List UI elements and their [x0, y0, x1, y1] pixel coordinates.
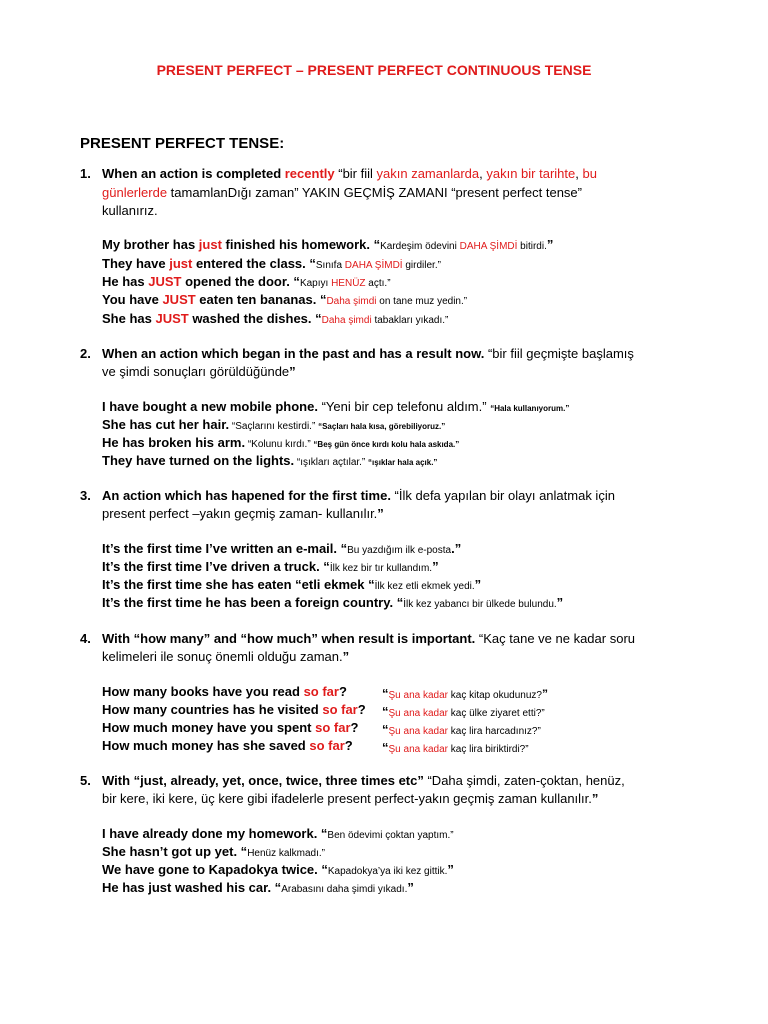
text-run: “: [382, 686, 389, 701]
text-run: JUST: [148, 274, 182, 289]
example-2-3: [102, 435, 459, 450]
page-title: [0, 62, 768, 78]
text-run: İlk kez yabancı bir ülkede bulundu.: [403, 599, 557, 610]
text-run: kaç lira biriktirdi?”: [448, 744, 529, 755]
text-run: ”: [377, 506, 384, 521]
text-run: ”: [546, 237, 554, 252]
text-run: kaç lira harcadınız?”: [448, 726, 541, 737]
text-run: ”: [447, 862, 454, 877]
text-run: ”: [556, 595, 564, 610]
text-run: ?: [350, 720, 359, 735]
example-2-1: [102, 399, 569, 414]
text-run: When an action which began in the past and has a result now.: [102, 346, 485, 361]
text-run: ”: [432, 559, 439, 574]
text-run: How many books have you read: [102, 684, 304, 699]
rule-1-line-2: [102, 185, 582, 200]
text-run: so far: [309, 738, 345, 753]
example-5-1: [102, 826, 454, 841]
text-run: You have: [102, 292, 163, 307]
rule-2-line-1: [102, 346, 634, 361]
text-run: I have already done my homework. “: [102, 826, 328, 841]
text-run: ”: [407, 880, 414, 895]
text-run: My brother has: [102, 237, 199, 252]
text-run: It’s the first time she has eaten “etli ekmek “: [102, 577, 375, 592]
text-run: He has broken his arm.: [102, 435, 246, 450]
text-run: I have bought a new mobile phone.: [102, 399, 318, 414]
text-run: Kardeşim ödevini: [380, 241, 460, 252]
text-run: “Beş gün önce kırdı kolu hala askıda.”: [313, 440, 460, 449]
text-run: JUST: [155, 311, 189, 326]
text-run: “bir fiil: [334, 166, 377, 181]
text-run: Arabasını daha şimdi yıkadı.: [281, 884, 408, 895]
text-run: They have turned on the lights.: [102, 453, 295, 468]
example-2-2: [102, 417, 445, 432]
text-run: ?: [357, 702, 366, 717]
text-run: With “how many” and “how much” when result is important.: [102, 631, 476, 646]
text-run: “Kaç tane ve ne kadar soru: [475, 631, 635, 646]
text-run: bir kere, iki kere, üç kere gibi ifadelerle present perfect-yakın geçmiş zaman kullanılır.: [102, 791, 592, 806]
text-run: “Hala kullanıyorum.”: [490, 404, 570, 413]
text-run: finished his homework. “: [221, 237, 381, 252]
text-run: bitirdi.: [517, 241, 547, 252]
rule-5-line-1: [102, 773, 625, 788]
text-run: on tane muz yedin.”: [376, 296, 468, 307]
text-run: When an action is completed: [102, 166, 285, 181]
text-run: present perfect –yakın geçmiş zaman- kullanılır.: [102, 506, 378, 521]
example-4-4: [102, 738, 353, 753]
text-run: Şu ana kadar: [388, 690, 448, 701]
section-title: PRESENT PERFECT TENSE:: [80, 135, 285, 152]
text-run: “Kolunu kırdı.”: [245, 439, 314, 450]
example-5-4: [102, 880, 414, 895]
text-run: ”: [289, 364, 296, 379]
text-run: How many countries has he visited: [102, 702, 323, 717]
text-run: Bu yazdığım ilk e-posta: [347, 545, 452, 556]
example-4-1: [102, 684, 347, 699]
text-run: günlerlerde: [102, 185, 168, 200]
example-1-3: [102, 274, 391, 289]
rule-1-line-3: kullanırız.: [102, 203, 158, 218]
text-run: ?: [338, 684, 347, 699]
example-2-4: [102, 453, 437, 468]
text-run: just: [198, 237, 222, 252]
text-run: DAHA ŞİMDİ: [344, 260, 403, 271]
text-run: ,: [575, 166, 583, 181]
example-3-1: [102, 541, 461, 556]
text-run: Daha şimdi: [326, 296, 377, 307]
text-run: eaten ten bananas. “: [195, 292, 327, 307]
text-run: “Daha şimdi, zaten-çoktan, henüz,: [423, 773, 625, 788]
rule-5-line-2: [102, 791, 598, 806]
text-run: ”: [541, 687, 548, 701]
text-run: He has just washed his car. “: [102, 880, 282, 895]
text-run: JUST: [162, 292, 196, 307]
text-run: “: [382, 722, 389, 737]
text-run: so far: [322, 702, 358, 717]
example-1-5: [102, 311, 448, 326]
text-run: ”: [474, 577, 482, 592]
text-run: washed the dishes. “: [188, 311, 322, 326]
item-number-1: 1.: [80, 166, 91, 181]
text-run: They have: [102, 256, 170, 271]
text-run: Kapıyı: [299, 278, 332, 289]
example-4-2: [102, 702, 366, 717]
text-run: tamamlanDığı zaman” YAKIN GEÇMİŞ ZAMANI “present perfect tense”: [167, 185, 582, 200]
text-run: “: [382, 704, 389, 719]
text-run: tabakları yıkadı.”: [371, 315, 449, 326]
text-run: He has: [102, 274, 149, 289]
text-run: yakın bir tarihte: [486, 166, 576, 181]
translation-4-2: [382, 704, 545, 719]
text-run: İlk kez etli ekmek yedi.: [374, 581, 475, 592]
rule-3-line-1: [102, 488, 615, 503]
example-4-3: [102, 720, 358, 735]
text-run: açtı.”: [365, 278, 391, 289]
text-run: She has cut her hair.: [102, 417, 230, 432]
text-run: She has: [102, 311, 156, 326]
text-run: Şu ana kadar: [388, 744, 448, 755]
text-run: Kapadokya’ya iki kez gittik.: [327, 866, 448, 877]
text-run: ve şimdi sonuçları görüldüğünde: [102, 364, 290, 379]
example-1-2: [102, 256, 441, 271]
text-run: ,: [479, 166, 487, 181]
page-title-text: PRESENT PERFECT – PRESENT PERFECT CONTINUOUS TENSE: [156, 62, 592, 78]
text-run: How much money has she saved: [102, 738, 310, 753]
text-run: HENÜZ: [331, 278, 366, 289]
text-run: Sınıfa: [315, 260, 345, 271]
text-run: She hasn’t got up yet. “: [102, 844, 248, 859]
text-run: kelimeleri ile sonuç önemli olduğu zaman.: [102, 649, 343, 664]
translation-4-1: [382, 686, 548, 701]
text-run: “ışıkları açtılar.”: [294, 457, 369, 468]
text-run: DAHA ŞİMDİ: [459, 241, 518, 252]
example-5-3: [102, 862, 454, 877]
text-run: bu: [582, 166, 597, 181]
text-run: .”: [451, 541, 462, 556]
text-run: ?: [344, 738, 353, 753]
text-run: How much money have you spent: [102, 720, 316, 735]
rule-1-line-1: [102, 166, 597, 181]
text-run: entered the class. “: [192, 256, 316, 271]
item-number-2: 2.: [80, 346, 91, 361]
text-run: just: [169, 256, 193, 271]
text-run: “Saçlarını kestirdi.”: [229, 421, 319, 432]
translation-4-4: [382, 740, 529, 755]
text-run: “ışıklar hala açık.”: [368, 458, 438, 467]
rule-2-line-2: [102, 364, 296, 379]
example-1-4: [102, 292, 467, 307]
text-run: “: [382, 740, 389, 755]
text-run: ”: [591, 791, 599, 806]
text-run: girdiler.”: [402, 260, 441, 271]
rule-3-line-2: [102, 506, 384, 521]
text-run: It’s the first time I’ve driven a truck. “: [102, 559, 330, 574]
text-run: “Yeni bir cep telefonu aldım.”: [317, 399, 491, 414]
text-run: With “just, already, yet, once, twice, three times etc”: [102, 773, 424, 788]
item-number-3: 3.: [80, 488, 91, 503]
example-3-2: [102, 559, 439, 574]
text-run: An action which has hapened for the first time.: [102, 488, 391, 503]
text-run: “Saçları hala kısa, görebiliyoruz.”: [318, 422, 446, 431]
text-run: kaç kitap okudunuz?: [448, 690, 542, 701]
text-run: It’s the first time I’ve written an e-mail. “: [102, 541, 348, 556]
translation-4-3: [382, 722, 541, 737]
text-run: Şu ana kadar: [388, 708, 448, 719]
example-1-1: [102, 237, 553, 252]
text-run: yakın zamanlarda: [376, 166, 480, 181]
rule-4-line-2: [102, 649, 349, 664]
text-run: İlk kez bir tır kullandım.: [329, 563, 433, 574]
text-run: opened the door. “: [181, 274, 300, 289]
example-3-4: [102, 595, 563, 610]
text-run: “bir fiil geçmişte başlamış: [484, 346, 634, 361]
item-number-5: 5.: [80, 773, 91, 788]
text-run: Ben ödevimi çoktan yaptım.”: [327, 830, 454, 841]
text-run: “İlk defa yapılan bir olayı anlatmak için: [390, 488, 615, 503]
text-run: It’s the first time he has been a foreign country. “: [102, 595, 404, 610]
text-run: ”: [342, 649, 350, 664]
text-run: Daha şimdi: [321, 315, 372, 326]
example-3-3: [102, 577, 481, 592]
text-run: We have gone to Kapadokya twice. “: [102, 862, 328, 877]
text-run: Şu ana kadar: [388, 726, 448, 737]
item-number-4: 4.: [80, 631, 91, 646]
rule-4-line-1: [102, 631, 635, 646]
text-run: so far: [303, 684, 339, 699]
text-run: recently: [284, 166, 335, 181]
example-5-2: [102, 844, 325, 859]
text-run: kaç ülke ziyaret etti?”: [448, 708, 545, 719]
text-run: Henüz kalkmadı.”: [247, 848, 325, 859]
text-run: so far: [315, 720, 351, 735]
